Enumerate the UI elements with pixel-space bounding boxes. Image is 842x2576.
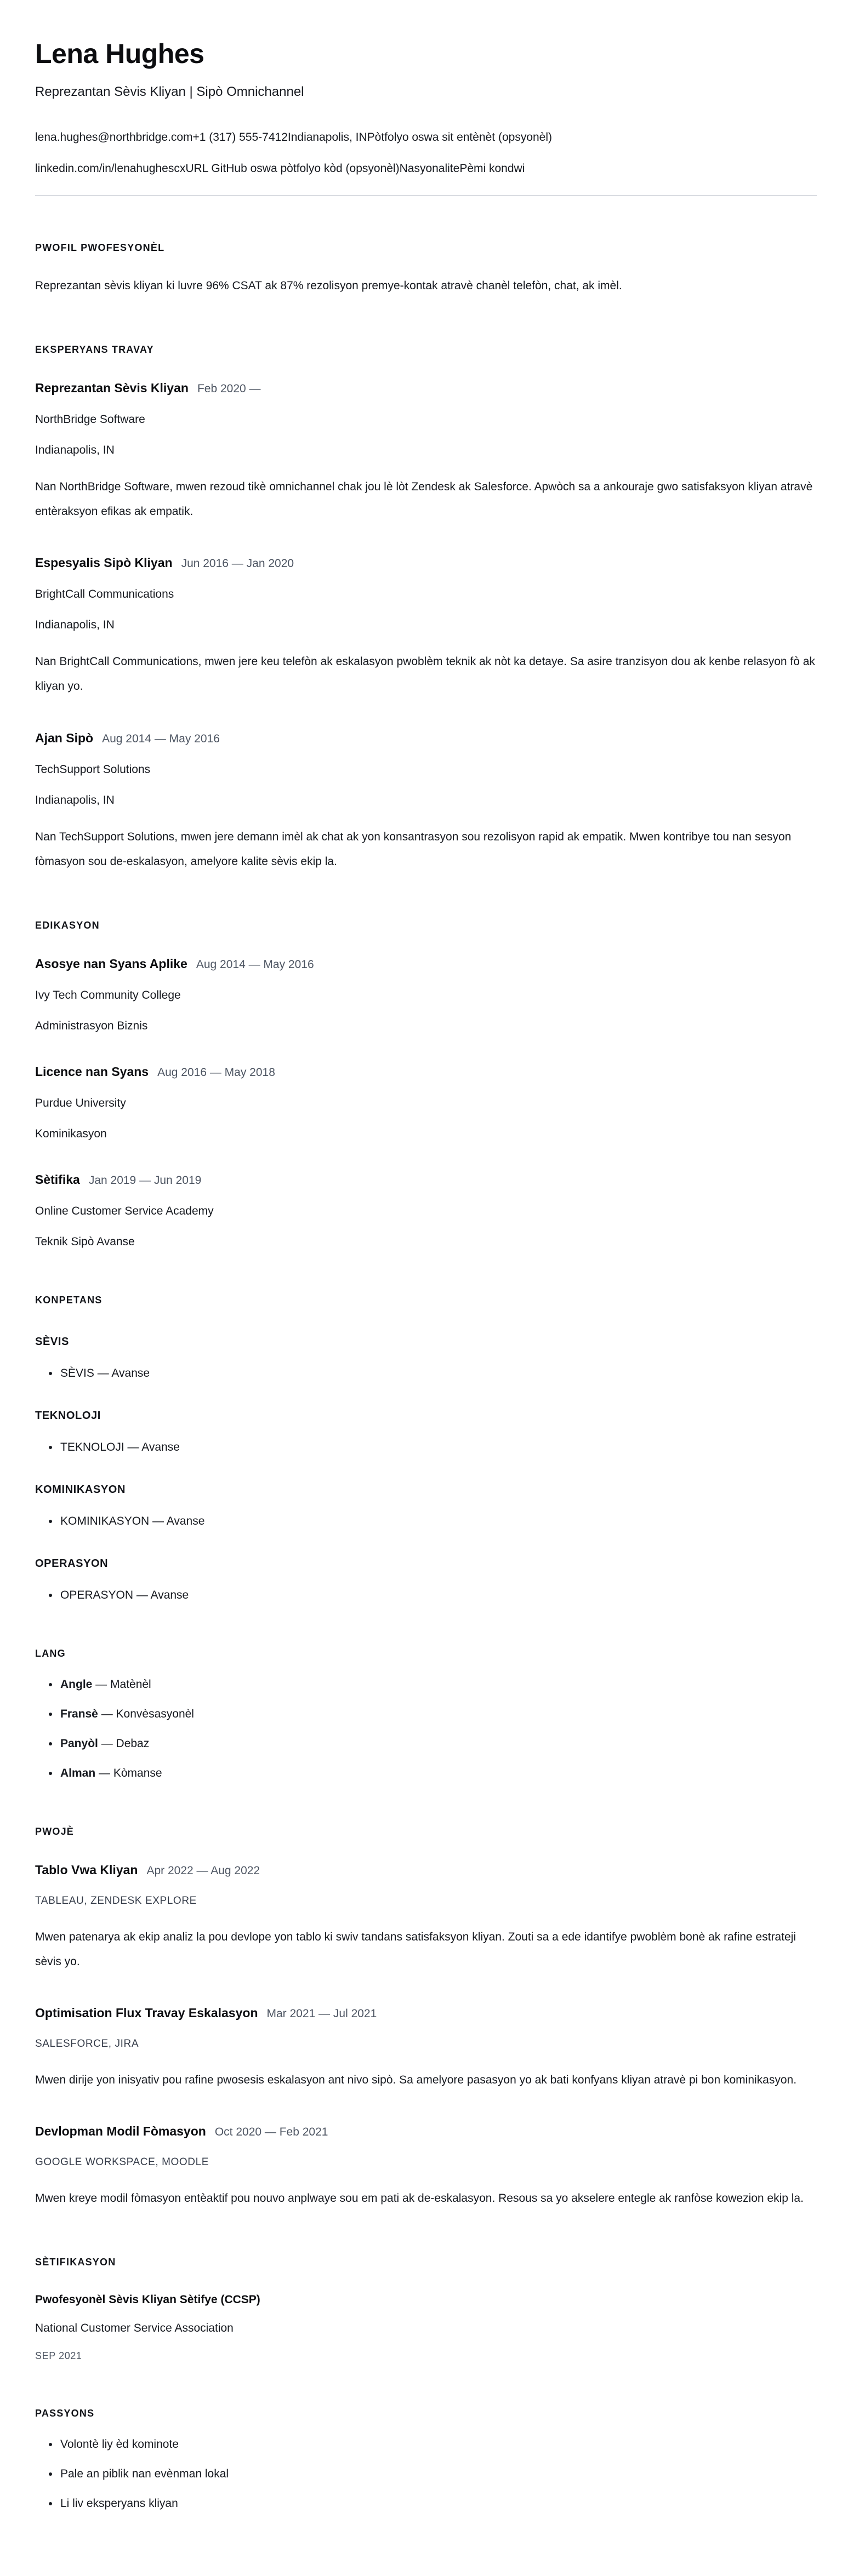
contact-item: Indianapolis, IN (287, 130, 367, 144)
contact-row-primary (35, 130, 817, 144)
experience-section (35, 344, 817, 874)
skill-name: SÈVIS (60, 1366, 94, 1379)
language-list (35, 1678, 817, 1780)
skill-item (59, 1367, 817, 1380)
language-separator: — (98, 1737, 116, 1750)
project-tools: TABLEAU, ZENDESK EXPLORE (35, 1894, 197, 1907)
passion-list (35, 2438, 817, 2510)
job-title: Reprezantan Sèvis Kliyan (35, 381, 189, 396)
skill-list (35, 1441, 817, 1454)
skill-name: OPERASYON (60, 1588, 134, 1601)
project-entry (35, 2124, 817, 2211)
education-dates: Aug 2016 — May 2018 (157, 1066, 275, 1079)
certification-date: SEP 2021 (35, 2350, 82, 2362)
job-entry-header (35, 381, 817, 396)
section-heading-passions: PASSYONS (35, 2408, 95, 2419)
languages-section (35, 1648, 817, 1780)
skill-item (59, 1589, 817, 1602)
section-heading-experience: EKSPERYANS TRAVAY (35, 344, 154, 356)
field-of-study: Kominikasyon (35, 1127, 107, 1140)
skill-level: Avanse (166, 1514, 205, 1527)
job-dates: Aug 2014 — May 2016 (102, 732, 220, 745)
contact-item: URL GitHub oswa pòtfolyo kòd (opsyonèl) (185, 162, 400, 175)
skill-level: Avanse (141, 1440, 180, 1453)
project-title: Tablo Vwa Kliyan (35, 1862, 138, 1877)
degree-title: Licence nan Syans (35, 1064, 149, 1079)
certification-issuer: National Customer Service Association (35, 2322, 234, 2335)
project-entry (35, 2006, 817, 2092)
person-name: Lena Hughes (35, 38, 204, 69)
contact-item: lena.hughes@northbridge.com (35, 130, 193, 144)
section-heading-skills: KONPETANS (35, 1294, 103, 1306)
job-title: Espesyalis Sipò Kliyan (35, 556, 173, 570)
resume-header (35, 38, 817, 196)
skill-category-title: TEKNOLOJI (35, 1409, 101, 1422)
degree-title: Sètifika (35, 1172, 80, 1187)
job-description: Nan TechSupport Solutions, mwen jere demann imèl ak chat ak yon konsantrasyon sou rezolisyon rapid ak empatik. Mwen kontribye tou nan sesyon fòmasyon sou de-eskalasyon, amelyore kalite sèvis ekip la. (35, 830, 792, 868)
language-item (59, 1737, 817, 1750)
passion-item: • Li liv eksperyans kliyan (59, 2497, 817, 2510)
contact-row-secondary (35, 162, 817, 175)
field-of-study: Teknik Sipò Avanse (35, 1235, 135, 1248)
job-description: Nan NorthBridge Software, mwen rezoud tikè omnichannel chak jou lè lòt Zendesk ak Salesforce. Apwòch sa a ankouraje gwo satisfaksyon kliyan atravè entèraksyon efikas ak empatik. (35, 480, 813, 518)
language-name: Panyòl (60, 1737, 98, 1750)
profile-section (35, 242, 817, 298)
job-company: NorthBridge Software (35, 413, 145, 426)
job-location: Indianapolis, IN (35, 793, 115, 806)
language-item (59, 1708, 817, 1721)
education-entry (35, 957, 817, 1033)
skill-item (59, 1515, 817, 1528)
contact-item: linkedin.com/in/lenahughescx (35, 162, 186, 175)
skill-list (35, 1589, 817, 1602)
person-headline: Reprezantan Sèvis Kliyan | Sipò Omnichannel (35, 84, 304, 99)
skill-category (35, 1558, 817, 1602)
projects-section (35, 1826, 817, 2211)
project-tools: GOOGLE WORKSPACE, MOODLE (35, 2156, 209, 2168)
passion-item: • Volontè liy èd kominote (59, 2438, 817, 2451)
skill-category (35, 1336, 817, 1380)
skill-list (35, 1367, 817, 1380)
section-heading-education: EDIKASYON (35, 919, 100, 931)
language-separator: — (98, 1707, 116, 1720)
skill-separator: — (124, 1440, 142, 1453)
skill-category (35, 1410, 817, 1454)
contact-item: Nasyonalite (399, 162, 460, 175)
job-description: Nan BrightCall Communications, mwen jere keu telefòn ak eskalasyon pwoblèm teknik ak nòt ka detaye. Sa asire tranzisyon dou ak kenbe relasyon fò ak kliyan yo. (35, 655, 815, 693)
project-entry-header (35, 1863, 817, 1877)
project-dates: Oct 2020 — Feb 2021 (214, 2126, 328, 2139)
project-title: Devlopman Modil Fòmasyon (35, 2124, 206, 2139)
job-location: Indianapolis, IN (35, 619, 115, 632)
skill-level: Avanse (111, 1366, 150, 1379)
language-level: Debaz (116, 1737, 150, 1750)
contact-item: +1 (317) 555-7412 (192, 130, 288, 144)
school-name: Online Customer Service Academy (35, 1204, 214, 1217)
education-entry-header (35, 1172, 817, 1187)
job-entry-header (35, 556, 817, 570)
header-divider (35, 195, 817, 196)
job-entry-header (35, 731, 817, 746)
skill-category-title: OPERASYON (35, 1557, 109, 1570)
job-dates: Feb 2020 — (197, 382, 261, 396)
education-section (35, 920, 817, 1249)
skill-name: KOMINIKASYON (60, 1514, 150, 1527)
language-item (59, 1767, 817, 1780)
language-level: Kòmanse (113, 1766, 162, 1779)
education-dates: Jan 2019 — Jun 2019 (88, 1173, 202, 1187)
job-location: Indianapolis, IN (35, 444, 115, 457)
skill-category-title: SÈVIS (35, 1335, 69, 1348)
certification-name: Pwofesyonèl Sèvis Kliyan Sètifye (CCSP) (35, 2293, 260, 2306)
certifications-section (35, 2257, 817, 2362)
language-separator: — (92, 1678, 111, 1691)
job-company: BrightCall Communications (35, 588, 174, 601)
section-heading-certifications: SÈTIFIKASYON (35, 2257, 116, 2268)
section-heading-profile: PWOFIL PWOFESYONÈL (35, 242, 165, 253)
skill-level: Avanse (150, 1588, 189, 1601)
degree-title: Asosye nan Syans Aplike (35, 956, 187, 971)
project-dates: Apr 2022 — Aug 2022 (146, 1864, 260, 1877)
job-entry (35, 556, 817, 699)
skills-section (35, 1295, 817, 1602)
job-company: TechSupport Solutions (35, 763, 151, 776)
project-dates: Mar 2021 — Jul 2021 (266, 2007, 377, 2020)
profile-text: Reprezantan sèvis kliyan ki luvre 96% CSAT ak 87% rezolisyon premye-kontak atravè chanèl telefòn, chat, ak imèl. (35, 279, 622, 292)
skill-separator: — (94, 1366, 112, 1379)
project-entry-header (35, 2124, 817, 2139)
passions-section (35, 2408, 817, 2510)
project-entry-header (35, 2006, 817, 2020)
project-entry (35, 1863, 817, 1974)
project-title: Optimisation Flux Travay Eskalasyon (35, 2006, 258, 2020)
education-entry (35, 1064, 817, 1141)
contact-item: Pèmi kondwi (459, 162, 525, 175)
language-level: Konvèsasyonèl (116, 1707, 194, 1720)
skill-name: TEKNOLOJI (60, 1440, 124, 1453)
education-dates: Aug 2014 — May 2016 (196, 958, 314, 971)
certification-entry (35, 2293, 817, 2362)
skill-separator: — (133, 1588, 151, 1601)
language-name: Fransè (60, 1707, 98, 1720)
school-name: Purdue University (35, 1096, 126, 1109)
project-description: Mwen patenarya ak ekip analiz la pou devlope yon tablo ki swiv tandans satisfaksyon kliyan. Zouti sa a ede idantifye pwoblèm bonè ak rafine estrateji sèvis yo. (35, 1930, 796, 1968)
section-heading-projects: PWOJÈ (35, 1825, 75, 1837)
project-tools: SALESFORCE, JIRA (35, 2038, 139, 2050)
skill-item (59, 1441, 817, 1454)
language-separator: — (95, 1766, 113, 1779)
education-entry (35, 1172, 817, 1249)
skill-category (35, 1484, 817, 1528)
language-name: Angle (60, 1678, 93, 1691)
education-entry-header (35, 1064, 817, 1079)
section-heading-languages: LANG (35, 1647, 66, 1659)
job-dates: Jun 2016 — Jan 2020 (181, 557, 294, 570)
job-entry (35, 381, 817, 524)
skill-separator: — (149, 1514, 167, 1527)
contact-item: Pòtfolyo oswa sit entènèt (opsyonèl) (367, 130, 553, 144)
job-title: Ajan Sipò (35, 730, 94, 745)
job-entry (35, 731, 817, 874)
language-level: Matènèl (110, 1678, 151, 1691)
project-description: Mwen dirije yon inisyativ pou rafine pwosesis eskalasyon ant nivo sipò. Sa amelyore pasasyon yo ak bati konfyans kliyan atravè pi bon kominikasyon. (35, 2074, 797, 2087)
field-of-study: Administrasyon Biznis (35, 1019, 148, 1032)
language-name: Alman (60, 1766, 96, 1779)
skill-category-title: KOMINIKASYON (35, 1483, 126, 1496)
project-description: Mwen kreye modil fòmasyon entèaktif pou nouvo anplwaye sou em pati ak de-eskalasyon. Resous sa yo akselere entegle ak ranfòse kowezion ekip la. (35, 2192, 804, 2205)
education-entry-header (35, 957, 817, 971)
school-name: Ivy Tech Community College (35, 988, 181, 1001)
skill-list (35, 1515, 817, 1528)
language-item (59, 1678, 817, 1691)
passion-item: • Pale an piblik nan evènman lokal (59, 2468, 817, 2481)
